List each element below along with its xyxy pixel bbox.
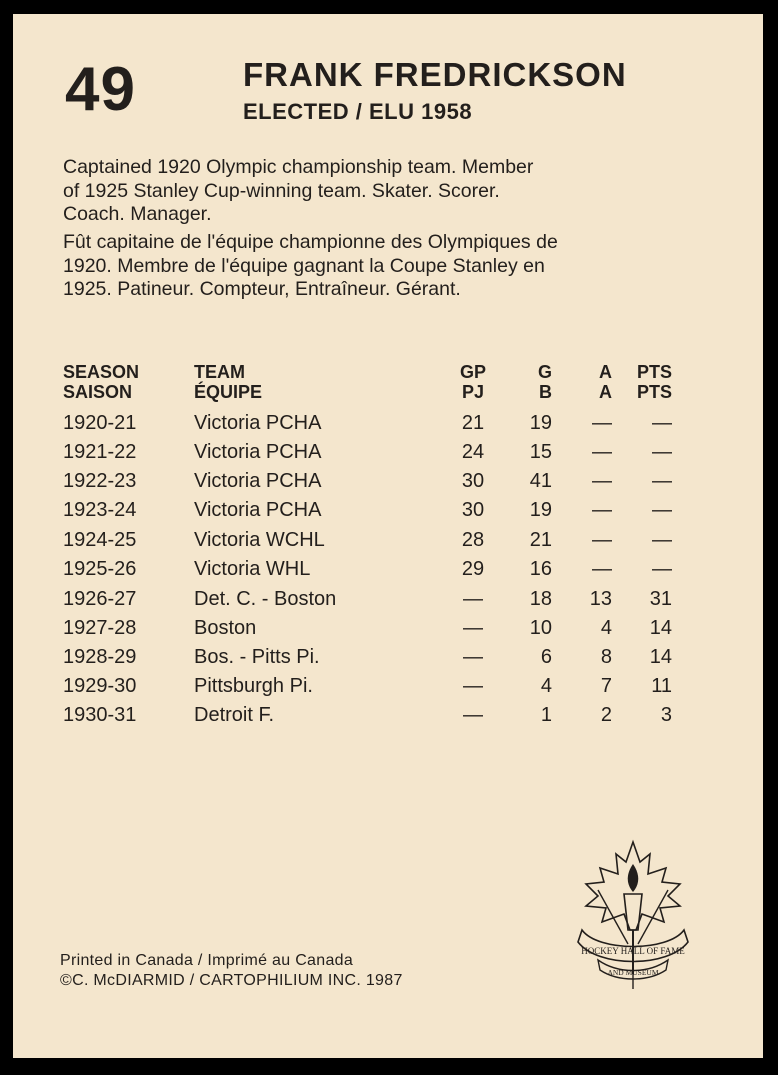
bio-line: of 1925 Stanley Cup-winning team. Skater. Scorer.: [63, 179, 500, 202]
cell-team: Victoria WHL: [194, 558, 311, 580]
table-row: [13, 704, 763, 733]
cell-pts: 14: [649, 646, 672, 668]
cell-pts: —: [652, 499, 672, 521]
cell-g: 41: [529, 470, 552, 492]
cell-gp: 21: [461, 412, 485, 434]
header-label: PTS: [636, 362, 672, 382]
cell-team: Victoria PCHA: [194, 499, 322, 521]
header-g: [516, 362, 552, 402]
cell-pts: 11: [651, 675, 672, 697]
table-row: [13, 470, 763, 499]
cell-team: Boston: [194, 617, 257, 639]
header-label: SAISON: [63, 382, 133, 402]
cell-team: Victoria PCHA: [194, 412, 322, 434]
cell-a: —: [592, 470, 612, 492]
cell-gp: —: [463, 588, 483, 610]
header-team: [194, 362, 262, 402]
cell-gp: 24: [461, 441, 485, 463]
printed-in-canada: Printed in Canada / Imprimé au Canada: [60, 952, 354, 969]
cell-a: —: [592, 529, 612, 551]
header-label: PTS: [636, 382, 672, 402]
cell-pts: 14: [649, 617, 672, 639]
table-row: [13, 441, 763, 470]
cell-g: 10: [529, 617, 552, 639]
cell-team: Pittsburgh Pi.: [194, 675, 313, 697]
table-row: [13, 558, 763, 587]
cell-a: —: [592, 412, 612, 434]
bio-french: [63, 231, 753, 302]
table-row: [13, 617, 763, 646]
header-label: SEASON: [63, 362, 140, 382]
cell-season: 1922-23: [63, 470, 137, 492]
cell-a: 7: [600, 675, 612, 697]
cell-g: 4: [540, 675, 552, 697]
cell-season: 1927-28: [63, 617, 137, 639]
header-label: G: [537, 362, 552, 382]
cell-gp: 30: [461, 499, 485, 521]
logo-text-bottom: AND MUSEUM: [607, 968, 659, 977]
table-row: [13, 499, 763, 528]
player-name: FRANK FREDRICKSON: [243, 56, 627, 93]
header-label: GP: [459, 362, 486, 382]
cell-g: 1: [540, 704, 552, 726]
bio-line: Coach. Manager.: [63, 203, 212, 225]
cell-team: Bos. - Pitts Pi.: [194, 646, 320, 668]
cell-g: 6: [540, 646, 552, 668]
cell-a: —: [592, 441, 612, 463]
cell-g: 15: [529, 441, 552, 463]
header-gp: [453, 362, 493, 402]
header-label: A: [599, 362, 612, 382]
table-row: [13, 412, 763, 441]
card-back: [13, 14, 763, 1058]
bio-english: [63, 156, 753, 227]
header-label: TEAM: [194, 362, 245, 382]
elected-year: ELECTED / ELU 1958: [243, 99, 473, 124]
cell-season: 1920-21: [63, 412, 137, 434]
cell-gp: 30: [461, 470, 485, 492]
header-label: PJ: [461, 382, 485, 402]
cell-season: 1926-27: [63, 588, 137, 610]
cell-team: Det. C. - Boston: [194, 588, 337, 610]
cell-g: 18: [529, 588, 552, 610]
card-number: 49: [65, 55, 136, 124]
cell-pts: —: [652, 558, 672, 580]
cell-gp: —: [463, 675, 483, 697]
cell-a: 2: [600, 704, 612, 726]
cell-season: 1921-22: [63, 441, 137, 463]
header-label: A: [599, 382, 612, 402]
copyright-line: ©C. McDIARMID / CARTOPHILIUM INC. 1987: [60, 972, 403, 989]
cell-a: 8: [600, 646, 612, 668]
cell-gp: —: [463, 704, 483, 726]
cell-pts: —: [652, 529, 672, 551]
cell-g: 21: [529, 529, 552, 551]
table-row: [13, 529, 763, 558]
cell-season: 1929-30: [63, 675, 137, 697]
cell-pts: —: [652, 412, 672, 434]
cell-a: —: [592, 499, 612, 521]
header-season: [63, 362, 139, 402]
cell-a: 13: [589, 588, 612, 610]
cell-season: 1928-29: [63, 646, 137, 668]
cell-season: 1923-24: [63, 499, 137, 521]
cell-a: 4: [600, 617, 612, 639]
header-pts: [632, 362, 672, 402]
cell-g: 19: [529, 499, 552, 521]
header-label: ÉQUIPE: [194, 382, 263, 402]
cell-pts: —: [652, 470, 672, 492]
hockey-hall-of-fame-logo-icon: [568, 834, 698, 994]
cell-team: Victoria PCHA: [194, 441, 322, 463]
cell-season: 1924-25: [63, 529, 137, 551]
bio-line: Fût capitaine de l'équipe championne des Olympiques de: [63, 231, 558, 253]
bio-line: 1925. Patineur. Compteur, Entraîneur. Gérant.: [63, 278, 461, 300]
cell-team: Victoria PCHA: [194, 470, 322, 492]
table-row: [13, 588, 763, 617]
cell-a: —: [592, 558, 612, 580]
bio-line: 1920. Membre de l'équipe gagnant la Coupe Stanley en: [63, 254, 545, 277]
cell-pts: —: [652, 441, 672, 463]
cell-season: 1925-26: [63, 558, 137, 580]
cell-g: 16: [529, 558, 552, 580]
table-row: [13, 675, 763, 704]
cell-gp: —: [463, 646, 483, 668]
cell-pts: 3: [660, 704, 672, 726]
cell-gp: 28: [461, 529, 485, 551]
cell-gp: 29: [461, 558, 485, 580]
cell-gp: —: [463, 617, 483, 639]
logo-text-top: HOCKEY HALL OF FAME: [581, 946, 685, 956]
cell-pts: 31: [649, 588, 672, 610]
cell-g: 19: [529, 412, 552, 434]
header-a: [576, 362, 612, 402]
cell-team: Detroit F.: [194, 704, 275, 726]
cell-team: Victoria WCHL: [194, 529, 325, 551]
bio-line: Captained 1920 Olympic championship team. Member: [63, 156, 534, 178]
table-row: [13, 646, 763, 675]
header-label: B: [539, 382, 552, 402]
cell-season: 1930-31: [63, 704, 137, 726]
